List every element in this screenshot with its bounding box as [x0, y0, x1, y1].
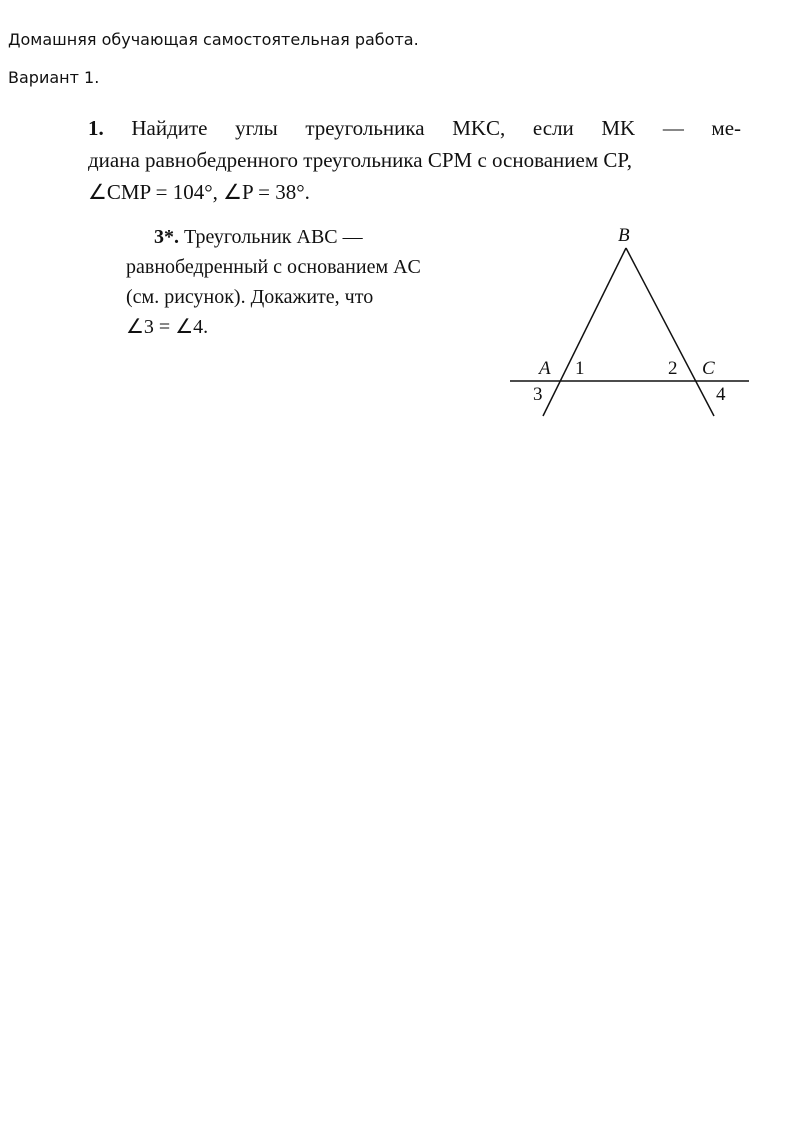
angle-label-3: 3 — [533, 384, 543, 405]
variant-label: Вариант 1. — [8, 68, 100, 87]
vertex-label-a: A — [539, 358, 551, 379]
side-bc-line — [626, 248, 714, 416]
task-3-line-2: равнобедренный с основанием AC — [126, 256, 421, 278]
task-3-number: 3*. — [154, 226, 179, 248]
angle-label-1: 1 — [575, 358, 585, 379]
task-1-line-3: ∠CMP = 104°, ∠P = 38°. — [88, 180, 310, 204]
task-1 — [88, 112, 741, 208]
side-ab-line — [543, 248, 626, 416]
task-1-line-2: диана равнобедренного треугольника CPM с основанием CP, — [88, 148, 633, 172]
angle-label-2: 2 — [668, 358, 678, 379]
task-1-text-1: Найдите углы треугольника MKC, если MK — ме- — [131, 116, 742, 140]
triangle-figure — [505, 218, 755, 423]
document-title: Домашняя обучающая самостоятельная работа. — [8, 30, 419, 49]
task-3-line-1 — [126, 222, 496, 252]
vertex-label-b: B — [618, 225, 630, 246]
task-3-line-4: ∠3 = ∠4. — [126, 316, 209, 338]
task-3-line-3: (см. рисунок). Докажите, что — [126, 286, 374, 308]
task-1-number: 1. — [88, 116, 104, 140]
angle-label-4: 4 — [716, 384, 726, 405]
vertex-label-c: C — [702, 358, 715, 379]
task-1-line-1 — [88, 112, 741, 144]
task-3 — [126, 222, 496, 342]
task-3-text-1: Треугольник ABC — — [184, 226, 363, 248]
